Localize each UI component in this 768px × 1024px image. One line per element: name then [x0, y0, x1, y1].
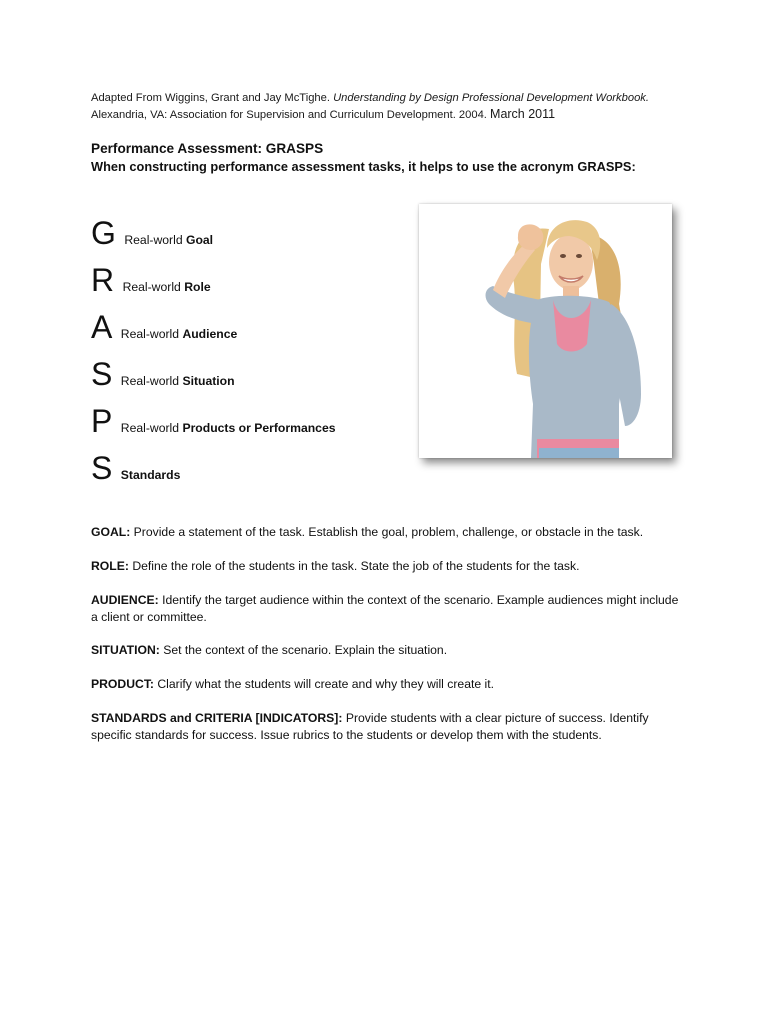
acronym-row-products: [91, 403, 336, 443]
page-heading: [91, 140, 731, 176]
acronym-row-goal: [91, 215, 213, 255]
definition-situation: [91, 642, 681, 659]
cheering-woman-photo: [419, 204, 672, 458]
definition-text: Provide students with a clear picture of success. Identify specific standards for success. Issue rubrics to the students or develop them with the students.: [91, 711, 649, 742]
acronym-term: Products or Performances: [182, 421, 336, 435]
definition-role: [91, 558, 681, 575]
acronym-term: Audience: [182, 327, 238, 341]
acronym-label: [124, 233, 213, 247]
acronym-term: Goal: [185, 233, 214, 247]
definition-standards: [91, 710, 681, 744]
citation: [91, 90, 731, 123]
acronym-row-role: [91, 262, 211, 302]
acronym-term: Situation: [182, 374, 235, 388]
acronym-term: Standards: [120, 468, 181, 482]
definition-audience: [91, 592, 681, 626]
page-subtitle: When constructing performance assessment tasks, it helps to use the acronym GRASPS:: [91, 159, 636, 174]
citation-publisher: Alexandria, VA: Association for Supervision and Curriculum Development. 2004.: [91, 109, 487, 121]
acronym-row-audience: [91, 309, 237, 349]
page-title: Performance Assessment: GRASPS: [91, 141, 324, 156]
definition-product: [91, 676, 681, 693]
acronym-label: [121, 374, 235, 388]
definition-text: Identify the target audience within the context of the scenario. Example audiences might include a client or committee.: [91, 593, 679, 624]
definition-text: Set the context of the scenario. Explain the situation.: [163, 643, 448, 657]
definition-text: Provide a statement of the task. Establish the goal, problem, challenge, or obstacle in the task.: [133, 525, 644, 539]
acronym-letter: S: [91, 356, 113, 392]
citation-date: March 2011: [490, 107, 556, 121]
acronym-row-standards: [91, 450, 180, 490]
acronym-letter: R: [91, 262, 115, 298]
acronym-letter: A: [91, 309, 113, 345]
definition-label: ROLE:: [91, 559, 129, 573]
definition-label: AUDIENCE:: [91, 593, 159, 607]
acronym-prefix: Real-world: [120, 327, 180, 341]
acronym-label: [121, 327, 238, 341]
citation-title: Understanding by Design Professional Development Workbook.: [333, 92, 649, 104]
acronym-letter: G: [91, 215, 116, 251]
definition-label: STANDARDS and CRITERIA [INDICATORS]:: [91, 711, 343, 725]
definition-label: SITUATION:: [91, 643, 160, 657]
acronym-letter: S: [91, 450, 113, 486]
acronym-label: [121, 421, 336, 435]
definition-text: Define the role of the students in the task. State the job of the students for the task.: [132, 559, 580, 573]
acronym-row-situation: [91, 356, 235, 396]
acronym-label: [121, 468, 181, 482]
citation-authors: Adapted From Wiggins, Grant and Jay McTighe.: [91, 92, 330, 104]
definition-label: GOAL:: [91, 525, 131, 539]
definition-goal: [91, 524, 681, 541]
acronym-prefix: Real-world: [120, 374, 180, 388]
definition-label: PRODUCT:: [91, 677, 154, 691]
acronym-term: Role: [184, 280, 211, 294]
definition-text: Clarify what the students will create and why they will create it.: [157, 677, 495, 691]
acronym-prefix: Real-world: [120, 421, 180, 435]
acronym-letter: P: [91, 403, 113, 439]
acronym-prefix: Real-world: [124, 233, 183, 247]
acronym-label: [123, 280, 211, 294]
acronym-prefix: Real-world: [122, 280, 181, 294]
photo-illustration: [419, 204, 672, 458]
